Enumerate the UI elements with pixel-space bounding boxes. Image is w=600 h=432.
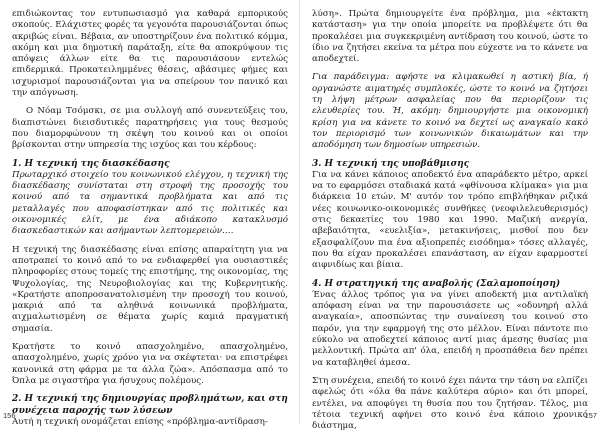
paragraph: Ο Νόαμ Τσόμσκι, σε μια συλλογή από συνεντεύξεις του, διαπιστώνει διεισδυτικές παρατηρήσεις για τους θεσμούς που διαμορφώνουν τη σκέψη του κοινού και οι οποίοι βρίσκονται στην υπηρεσία της ισχύος και του κέρδους: [12,106,288,151]
page-number-left: 156 [3,411,16,420]
left-page [0,0,300,427]
page-number-right: 157 [584,411,597,420]
paragraph: Κρατήστε το κοινό απασχολημένο, απασχολημένο, απασχολημένο, χωρίς χρόνο για να σκέφτεται· να επιστρέφει κανονικά στη φάρμα με τα άλλα ζώα». Απόσπασμα από το Όπλα με σιγαστήρα για ήσυχους πολέμους. [12,342,288,386]
paragraph: Αυτή η τεχνική ονομάζεται επίσης «πρόβλημα-αντίδραση- [12,416,268,427]
paragraph: επιδιώκοντας τον εντυπωσιασμό για καθαρά εμπορικούς σκοπούς. Ελάχιστες φορές τα γεγονότα παρουσιάζονται όπως ακριβώς είναι. Βέβαια, αν υποστηρίζουν ένα πολιτικό κόμμα, ακόμη και μια δημοτική παράταξη, είτε θα αποκρύψουν τις απόψεις άλλων είτε θα τις παρουσιάσουν εντελώς επιδερμικά. Προκατειλημμένες θέσεις, αβάσιμες φήμες και ισχυρισμοί παρουσιάζονται για να σπείρουν τον πανικό και την απόγνωση. [12,9,288,99]
paragraph: Στη συνέχεια, επειδή το κοινό έχει πάντα την τάση να ελπίζει αφελώς ότι «όλα θα πάνε καλύτερα αύριο» και ότι μπορεί, εντέλει, να αποφύγει τη θυσία που του ζητήσαν. Τέλος, μια τέτοια τεχνική αφήνει στο κοινό ένα κάποιο χρονικό διάστημα, [312,375,588,432]
section-heading: 1. Η τεχνική της διασκέδασης [12,158,170,169]
paragraph: Πρωταρχικό στοιχείο του κοινωνικού ελέγχου, η τεχνική της διασκέδασης συνίσταται στη στροφή της προσοχής του κοινού από τα σημαντικά προβλήματα και από τις μεταλλαγές που αποφασίστηκαν από τις πολιτικές και οικονομικές ελίτ, με ένα αδιάκοπο κατακλυσμό διασκεδαστικών και ασήμαντων λεπτομερειών.… [12,169,288,237]
paragraph: Για να κάνει κάποιος αποδεκτό ένα απαράδεκτο μέτρο, αρκεί να το εφαρμόσει σταδιακά κατά «φθίνουσα κλίμακα» για μια διάρκεια 10 ετών. Μ' αυτόν τον τρόπο επιβλήθηκαν ριζικά νέες κοινωνικο-οικονομικές συνθήκες (νεοφιλελευθερισμός) στις δεκαετίες του 1980 και 1990. Μαζική ανεργία, αβεβαιότητα, «ευελιξία», μετακινήσεις, μισθοί που δεν εξασφαλίζουν πια ένα αξιοπρεπές εισόδημα» τόσες αλλαγές, που θα είχαν προκαλέσει επανάσταση, αν είχαν εφαρμοστεί αιφνιδίως και βίαια. [312,169,588,271]
section-heading: 2. Η τεχνική της δημιουργίας προβλημάτων, και στη συνέχεια παροχής των λύσεων [12,394,288,416]
paragraph: Η τεχνική της διασκέδασης είναι επίσης απαραίτητη για να αποτραπεί το κοινό από το να ενδιαφερθεί για ουσιαστικές πληροφορίες στους τομείς της επιστήμης, της οικονομίας, της Ψυχολογίας, της Νευροβιολογίας και της Κυβερνητικής. «Κρατήστε αποπροσανατολισμένη την προσοχή του κοινού, μακριά από τα αληθινά κοινωνικά προβλήματα, αιχμαλωτισμένη σε θέματα χωρίς καμιά πραγματική σημασία. [12,244,288,334]
paragraph: Ένας άλλος τρόπος για να γίνει αποδεκτή μια αντιλαϊκή απόφαση είναι να την παρουσιάσετε ως «οδυνηρή αλλά αναγκαία», αποσπώντας την συναίνεση του κοινού στο παρόν, για την εφαρμογή της στο μέλλον. Είναι πάντοτε πιο εύκολο να αποδεχτεί κάποιος αντί μιας άμεσης θυσίας μια μελλοντική. Πρώτα απ' όλα, επειδή η προσπάθεια δεν πρέπει να καταβληθεί άμεσα. [312,289,588,368]
right-page [300,0,600,432]
paragraph: Για παράδειγμα: αφήστε να κλιμακωθεί η αστική βία, ή οργανώστε αιματηρές συμπλοκές, ώστε το κοινό να ζητήσει τη λήψη μέτρων ασφαλείας που θα περιορίζουν τις ελευθερίες του. Ή, ακόμη: δημιουργήστε μια οικονομική κρίση για να κάνετε το κοινό να δεχτεί ως αναγκαίο κακό τον περιορισμό των κοινωνικών δικαιωμάτων και την αποδόμηση των δημοσίων υπηρεσιών. [312,72,588,151]
section-heading: 4. Η στρατηγική της αναβολής (Σαλαμοποίηση) [312,278,561,289]
paragraph: λύση». Πρώτα δημιουργείτε ένα πρόβλημα, μια «έκτακτη κατάσταση» για την οποία μπορείτε να προβλέψετε ότι θα προκαλέσει μια συγκεκριμένη αντίδραση του κοινού, ώστε το ίδιο να ζητήσει εκείνα τα μέτρα που εύχεστε να το κάνετε να αποδεχτεί. [312,9,588,65]
section-heading: 3. Η τεχνική της υποβάθμισης [312,158,470,169]
